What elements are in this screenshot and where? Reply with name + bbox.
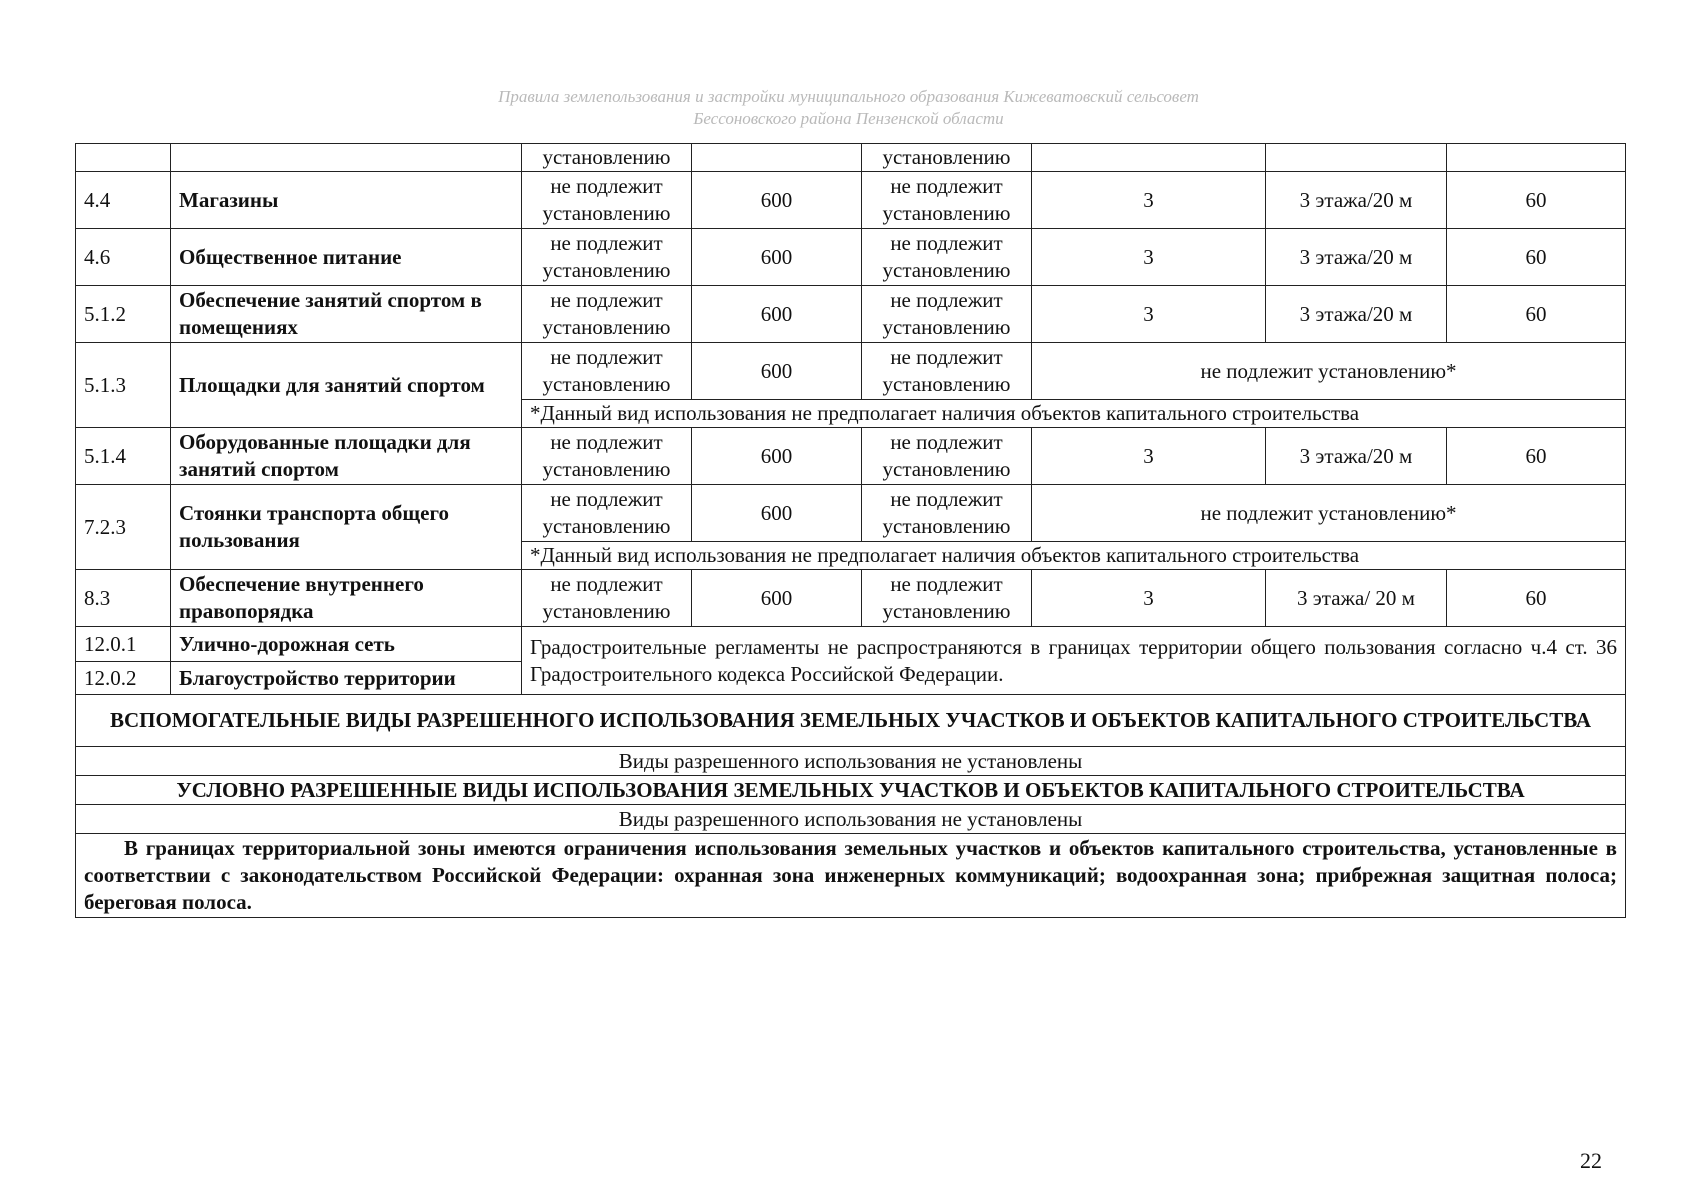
table-row	[76, 428, 1626, 485]
table-row	[76, 805, 1626, 834]
value-cell: 60	[1447, 172, 1626, 229]
value-cell: 60	[1447, 428, 1626, 485]
aux-uses-heading: ВСПОМОГАТЕЛЬНЫЕ ВИДЫ РАЗРЕШЕННОГО ИСПОЛЬЗОВАНИЯ ЗЕМЕЛЬНЫХ УЧАСТКОВ И ОБЪЕКТОВ КАПИТАЛЬНОГО СТРОИТЕЛЬСТВА	[76, 695, 1626, 747]
table-row	[76, 144, 1626, 172]
value-cell: не подлежит установлению	[862, 485, 1032, 542]
value-cell: не подлежит установлению	[862, 428, 1032, 485]
page-number: 22	[1580, 1148, 1602, 1173]
footnote-cell: *Данный вид использования не предполагает наличия объектов капитального строительства	[522, 542, 1626, 570]
table-row	[76, 485, 1626, 542]
value-cell: 3 этажа/20 м	[1266, 286, 1447, 343]
table-row	[76, 834, 1626, 918]
code-cell: 4.4	[76, 172, 171, 229]
section-heading-row	[76, 695, 1626, 747]
value-cell: не подлежит установлению	[862, 343, 1032, 400]
name-cell: Улично-дорожная сеть	[171, 627, 522, 662]
merged-value-cell: не подлежит установлению*	[1032, 343, 1626, 400]
code-cell: 4.6	[76, 229, 171, 286]
value-cell: 3 этажа/20 м	[1266, 229, 1447, 286]
footnote-cell: *Данный вид использования не предполагает наличия объектов капитального строительства	[522, 400, 1626, 428]
code-cell: 5.1.4	[76, 428, 171, 485]
document-running-header	[0, 86, 1697, 130]
code-cell: 5.1.2	[76, 286, 171, 343]
section-heading-row	[76, 776, 1626, 805]
value-cell: 3	[1032, 570, 1266, 627]
value-cell: не подлежит установлению	[862, 172, 1032, 229]
name-cell: Благоустройство территории	[171, 662, 522, 695]
table-row	[76, 229, 1626, 286]
value-cell: 60	[1447, 286, 1626, 343]
value-cell: 3	[1032, 229, 1266, 286]
code-cell: 5.1.3	[76, 343, 171, 428]
zone-restrictions-text: В границах территориальной зоны имеются ограничения использования земельных участков и объектов капитального строительства, установленные в соответствии с законодательством Российской Федерации: охранная зона инженерных коммуникаций; водоохранная зона; прибрежная защитная полоса; береговая полоса.	[76, 834, 1626, 918]
value-cell: 3 этажа/20 м	[1266, 172, 1447, 229]
value-cell	[1032, 144, 1266, 172]
value-cell: не подлежит установлению	[522, 343, 692, 400]
value-cell: не подлежит установлению	[522, 286, 692, 343]
value-cell: 60	[1447, 229, 1626, 286]
value-cell: 600	[692, 570, 862, 627]
value-cell: 3	[1032, 428, 1266, 485]
code-cell: 12.0.2	[76, 662, 171, 695]
value-cell: не подлежит установлению	[522, 570, 692, 627]
aux-uses-text: Виды разрешенного использования не установлены	[76, 747, 1626, 776]
value-cell: 600	[692, 485, 862, 542]
shared-regulation-cell: Градостроительные регламенты не распространяются в границах территории общего пользования согласно ч.4 ст. 36 Градостроительного кодекса Российской Федерации.	[522, 627, 1626, 695]
merged-value-cell: не подлежит установлению*	[1032, 485, 1626, 542]
header-line-2: Бессоновского района Пензенской области	[693, 109, 1004, 128]
value-cell: 3 этажа/20 м	[1266, 428, 1447, 485]
name-cell: Обеспечение занятий спортом в помещениях	[171, 286, 522, 343]
value-cell: установлению	[862, 144, 1032, 172]
value-cell: не подлежит установлению	[522, 485, 692, 542]
name-cell	[171, 144, 522, 172]
name-cell: Обеспечение внутреннего правопорядка	[171, 570, 522, 627]
zoning-regulations-table	[75, 143, 1626, 918]
value-cell: 600	[692, 343, 862, 400]
value-cell: не подлежит установлению	[522, 229, 692, 286]
value-cell: не подлежит установлению	[522, 172, 692, 229]
name-cell: Оборудованные площадки для занятий спортом	[171, 428, 522, 485]
code-cell: 12.0.1	[76, 627, 171, 662]
table-row	[76, 747, 1626, 776]
table-row	[76, 570, 1626, 627]
value-cell	[692, 144, 862, 172]
value-cell	[1447, 144, 1626, 172]
table-row	[76, 343, 1626, 400]
value-cell: не подлежит установлению	[862, 570, 1032, 627]
code-cell: 8.3	[76, 570, 171, 627]
value-cell: не подлежит установлению	[862, 286, 1032, 343]
name-cell: Общественное питание	[171, 229, 522, 286]
value-cell: 600	[692, 229, 862, 286]
header-line-1: Правила землепользования и застройки муниципального образования Кижеватовский сельсовет	[498, 87, 1199, 106]
value-cell: 60	[1447, 570, 1626, 627]
conditional-uses-text: Виды разрешенного использования не установлены	[76, 805, 1626, 834]
value-cell: не подлежит установлению	[522, 428, 692, 485]
name-cell: Магазины	[171, 172, 522, 229]
table-row	[76, 627, 1626, 662]
value-cell	[1266, 144, 1447, 172]
conditional-uses-heading: УСЛОВНО РАЗРЕШЕННЫЕ ВИДЫ ИСПОЛЬЗОВАНИЯ ЗЕМЕЛЬНЫХ УЧАСТКОВ И ОБЪЕКТОВ КАПИТАЛЬНОГО СТРОИТЕЛЬСТВА	[76, 776, 1626, 805]
table-row	[76, 286, 1626, 343]
name-cell: Стоянки транспорта общего пользования	[171, 485, 522, 570]
code-cell	[76, 144, 171, 172]
code-cell: 7.2.3	[76, 485, 171, 570]
value-cell: установлению	[522, 144, 692, 172]
table-row	[76, 172, 1626, 229]
value-cell: 3	[1032, 286, 1266, 343]
value-cell: 3	[1032, 172, 1266, 229]
value-cell: 600	[692, 428, 862, 485]
value-cell: 600	[692, 172, 862, 229]
value-cell: 600	[692, 286, 862, 343]
value-cell: не подлежит установлению	[862, 229, 1032, 286]
name-cell: Площадки для занятий спортом	[171, 343, 522, 428]
value-cell: 3 этажа/ 20 м	[1266, 570, 1447, 627]
